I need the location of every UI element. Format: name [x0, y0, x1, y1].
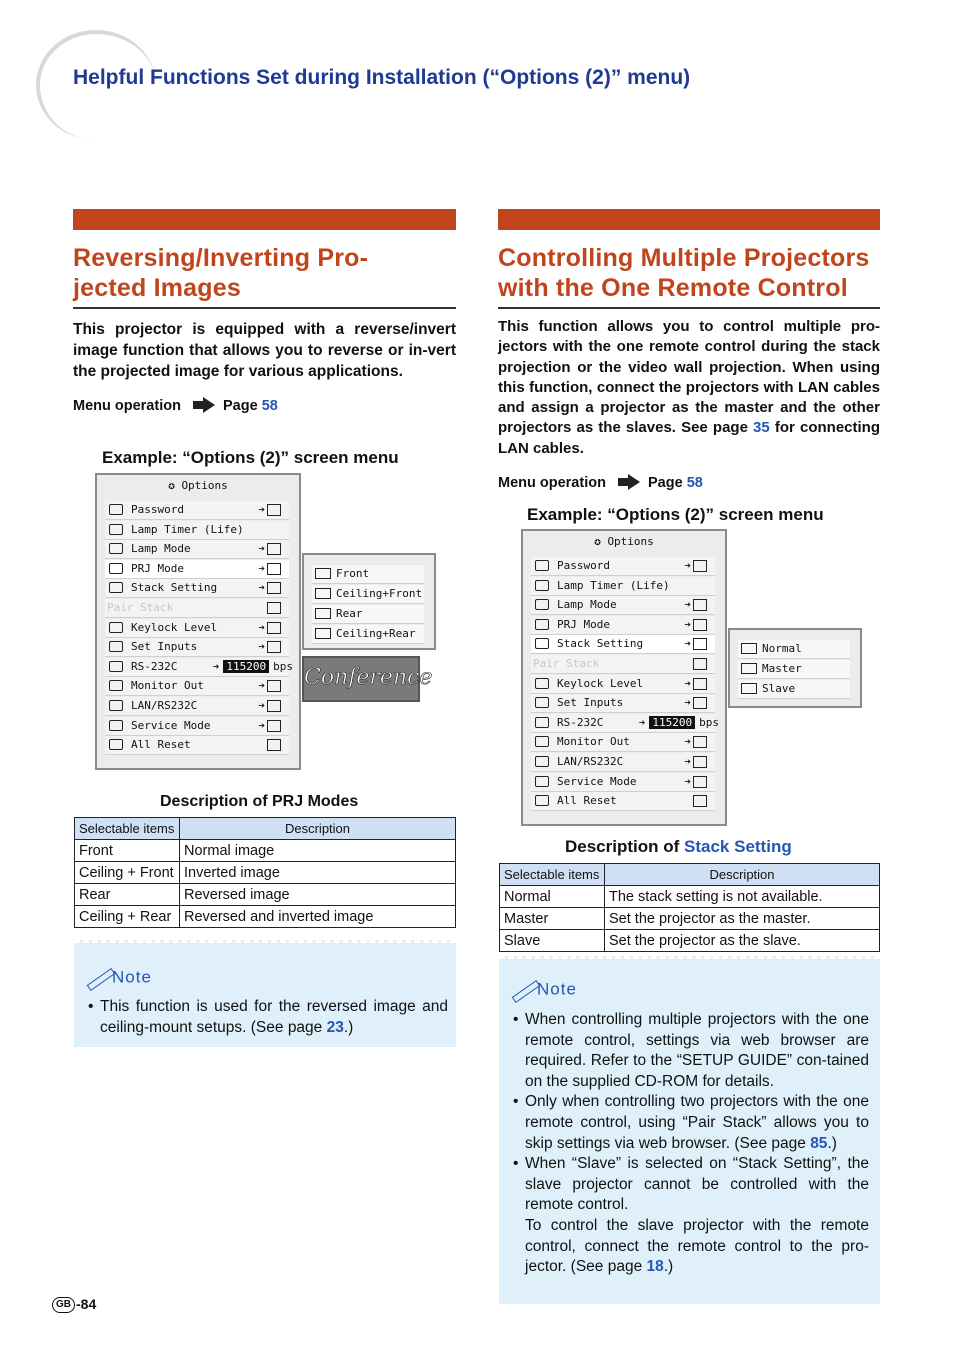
- setting-icon: [267, 563, 281, 575]
- lamp-timer-life--icon: [109, 524, 123, 535]
- osd-row-service-mode: Service Mode ➔: [531, 773, 715, 792]
- password-icon: [535, 560, 549, 571]
- prj-mode-submenu: [302, 553, 436, 650]
- osd-row-pair-stack: Pair Stack: [105, 599, 289, 618]
- table-header-description: Description: [605, 864, 880, 886]
- pencil-icon: [509, 979, 537, 1001]
- setting-icon: [693, 795, 707, 807]
- rs-232c-icon: [109, 661, 123, 672]
- stack-setting-icon: [109, 582, 123, 593]
- osd-row-password: Password ➔: [531, 557, 715, 576]
- table-row: Front Normal image: [75, 840, 456, 862]
- menu-operation-label: Menu operation: [498, 474, 606, 491]
- osd-row-set-inputs: Set Inputs ➔: [105, 638, 289, 657]
- osd-row-monitor-out: Monitor Out ➔: [531, 733, 715, 752]
- note-list-left: [86, 997, 448, 1038]
- service-mode-icon: [109, 720, 123, 731]
- intro-text-left: This projector is equipped with a reverse/invert image function that allows you to reverse or in-vert the projected image for various applications.: [73, 321, 456, 380]
- setting-icon: [693, 776, 707, 788]
- osd-row-password: Password ➔: [105, 501, 289, 520]
- osd-row-lamp-mode: Lamp Mode ➔: [531, 596, 715, 615]
- setting-icon: [693, 697, 707, 709]
- stack-setting-table: [499, 863, 880, 952]
- osd-row-lamp-timer-life-: Lamp Timer (Life): [105, 521, 289, 540]
- section-title-line2: jected Images: [73, 274, 241, 302]
- osd-row-stack-setting: Stack Setting ➔: [531, 635, 715, 654]
- page-link-18[interactable]: 18: [646, 1258, 664, 1276]
- setting-icon: [267, 680, 281, 692]
- set-inputs-icon: [109, 641, 123, 652]
- submenu-item-slave: Slave: [738, 680, 850, 699]
- table-row: Rear Reversed image: [75, 884, 456, 906]
- lamp-timer-life--icon: [535, 580, 549, 591]
- prj-modes-table: [74, 817, 456, 928]
- section-title-line1: Controlling Multiple Projectors: [498, 244, 870, 272]
- page-label: Page: [223, 397, 258, 414]
- note-box-left: [74, 940, 456, 1047]
- service-mode-icon: [535, 776, 549, 787]
- table-row: Normal The stack setting is not available.: [500, 886, 880, 908]
- options-screen-menu-right: [521, 529, 727, 826]
- setting-icon: [693, 658, 707, 670]
- section-title-controlling: [498, 243, 869, 303]
- all-reset-icon: [535, 795, 549, 806]
- list-item: • When controlling multiple projectors with the one remote control, settings via web browser are required. Refer to the “SETUP GUIDE” con-tained on the supplied CD-ROM for details.: [511, 1010, 869, 1092]
- section-rule-right: [498, 307, 880, 309]
- osd-row-keylock-level: Keylock Level ➔: [105, 619, 289, 638]
- osd-row-lan-rs232c: LAN/RS232C ➔: [105, 697, 289, 716]
- page-label: Page: [648, 474, 683, 491]
- monitor-out-icon: [109, 680, 123, 691]
- setting-icon: [693, 756, 707, 768]
- prj-mode-icon: [109, 563, 123, 574]
- menu-operation-right: [498, 474, 703, 492]
- osd-row-set-inputs: Set Inputs ➔: [531, 694, 715, 713]
- gb-badge: GB: [52, 1297, 75, 1313]
- front-icon: [315, 568, 331, 579]
- section-title-reversing: [73, 243, 368, 303]
- menu-operation-label: Menu operation: [73, 397, 181, 414]
- submenu-item-master: Master: [738, 660, 850, 679]
- password-icon: [109, 504, 123, 515]
- arrow-right-icon: [203, 397, 215, 413]
- stack-setting-link[interactable]: Stack Setting: [684, 837, 792, 856]
- setting-icon: [267, 720, 281, 732]
- master-icon: [741, 663, 757, 674]
- monitor-out-icon: [535, 736, 549, 747]
- table-caption-prj-modes: Description of PRJ Modes: [160, 793, 359, 810]
- page-link-85[interactable]: 85: [810, 1134, 828, 1152]
- osd-row-rs-232c: RS-232C ➔ 115200 bps: [531, 714, 715, 733]
- options-screen-menu-left: [95, 473, 301, 770]
- osd-row-keylock-level: Keylock Level ➔: [531, 675, 715, 694]
- stack-setting-icon: [535, 638, 549, 649]
- section-title-line2: with the One Remote Control: [498, 274, 848, 302]
- setting-icon: [267, 739, 281, 751]
- keylock-level-icon: [535, 678, 549, 689]
- table-caption-stack-setting: Description of Stack Setting: [565, 837, 792, 856]
- list-item: • Only when controlling two projectors with the one remote control, using “Pair Stack” allows you to skip settings via web browser. (See page 85.): [511, 1092, 869, 1154]
- lan-rs232c-icon: [535, 756, 549, 767]
- setting-icon: [693, 619, 707, 631]
- menu-operation-left: [73, 397, 278, 415]
- osd-row-rs-232c: RS-232C ➔ 115200 bps: [105, 658, 289, 677]
- rs-232c-icon: [535, 717, 549, 728]
- example-caption-right: Example: “Options (2)” screen menu: [527, 505, 824, 524]
- submenu-item-ceiling-rear: Ceiling+Rear: [312, 625, 424, 644]
- intro-text-right: This function allows you to control multiple pro-jectors with the one remote control during the stack projection or the video wall projection. When using this function, connect the projectors with LAN cables and assign a projector as the master and the other projectors as the slaves. See page 35 for connecting LAN cables.: [498, 318, 880, 457]
- all-reset-icon: [109, 739, 123, 750]
- list-item: • This function is used for the reversed image and ceiling-mount setups. (See page 23.): [86, 997, 448, 1038]
- setting-icon: [267, 504, 281, 516]
- setting-icon: [267, 622, 281, 634]
- ceiling-rear-icon: [315, 628, 331, 639]
- setting-icon: [693, 638, 707, 650]
- rear-icon: [315, 608, 331, 619]
- osd-row-prj-mode: PRJ Mode ➔: [531, 616, 715, 635]
- list-item: To control the slave projector with the remote control, connect the remote control to the pro-jector. (See page 18.): [525, 1216, 869, 1276]
- section-bar-left: [73, 209, 456, 230]
- page-link-35[interactable]: 35: [753, 419, 770, 437]
- page-link-23[interactable]: 23: [326, 1018, 344, 1036]
- note-box-right: [499, 956, 880, 1304]
- setting-icon: [267, 641, 281, 653]
- table-header-description: Description: [180, 818, 456, 840]
- options-menu-title: ✪ Options: [594, 535, 654, 548]
- arrow-right-icon: [628, 474, 640, 490]
- setting-icon: [693, 560, 707, 572]
- note-heading-left: Note: [84, 967, 152, 989]
- lamp-mode-icon: [109, 543, 123, 554]
- section-bar-right: [498, 209, 880, 230]
- osd-row-monitor-out: Monitor Out ➔: [105, 677, 289, 696]
- lan-rs232c-icon: [109, 700, 123, 711]
- osd-row-pair-stack: Pair Stack: [531, 655, 715, 674]
- osd-row-prj-mode: PRJ Mode ➔: [105, 560, 289, 579]
- setting-icon: [267, 543, 281, 555]
- osd-row-stack-setting: Stack Setting ➔: [105, 579, 289, 598]
- submenu-item-front: Front: [312, 565, 424, 584]
- osd-row-lan-rs232c: LAN/RS232C ➔: [531, 753, 715, 772]
- osd-row-lamp-mode: Lamp Mode ➔: [105, 540, 289, 559]
- table-row: Ceiling + Front Inverted image: [75, 862, 456, 884]
- stack-setting-submenu: [728, 628, 862, 708]
- submenu-item-normal: Normal: [738, 640, 850, 659]
- table-row: Ceiling + Rear Reversed and inverted image: [75, 906, 456, 928]
- osd-row-service-mode: Service Mode ➔: [105, 717, 289, 736]
- page-link-58[interactable]: 58: [686, 474, 703, 491]
- table-row: Slave Set the projector as the slave.: [500, 930, 880, 952]
- table-row: Master Set the projector as the master.: [500, 908, 880, 930]
- keylock-level-icon: [109, 622, 123, 633]
- example-caption-left: Example: “Options (2)” screen menu: [102, 448, 399, 467]
- osd-row-all-reset: All Reset: [105, 736, 289, 755]
- prj-mode-icon: [535, 619, 549, 630]
- submenu-item-rear: Rear: [312, 605, 424, 624]
- setting-icon: [693, 678, 707, 690]
- list-item: • When “Slave” is selected on “Stack Setting”, the slave projector cannot be controlled with the remote control.: [511, 1154, 869, 1216]
- table-header-items: Selectable items: [75, 818, 180, 840]
- submenu-item-ceiling-front: Ceiling+Front: [312, 585, 424, 604]
- setting-icon: [267, 582, 281, 594]
- note-heading-right: Note: [509, 979, 577, 1001]
- ceiling-front-icon: [315, 588, 331, 599]
- section-title-line1: Reversing/Inverting Pro-: [73, 244, 369, 272]
- pencil-icon: [84, 967, 112, 989]
- setting-icon: [267, 700, 281, 712]
- osd-row-all-reset: All Reset: [531, 792, 715, 811]
- page-link-58[interactable]: 58: [261, 397, 278, 414]
- normal-icon: [741, 643, 757, 654]
- page-number: GB -84: [52, 1296, 96, 1313]
- options-menu-title: ✪ Options: [168, 479, 228, 492]
- setting-icon: [267, 602, 281, 614]
- setting-icon: [693, 599, 707, 611]
- slave-icon: [741, 683, 757, 694]
- section-rule-left: [73, 307, 456, 309]
- conference-image: Conference: [302, 656, 420, 702]
- osd-row-lamp-timer-life-: Lamp Timer (Life): [531, 577, 715, 596]
- lamp-mode-icon: [535, 599, 549, 610]
- page-header-title: Helpful Functions Set during Installation (“Options (2)” menu): [73, 66, 691, 89]
- set-inputs-icon: [535, 697, 549, 708]
- table-header-items: Selectable items: [500, 864, 605, 886]
- note-list-right: [511, 1010, 869, 1278]
- setting-icon: [693, 736, 707, 748]
